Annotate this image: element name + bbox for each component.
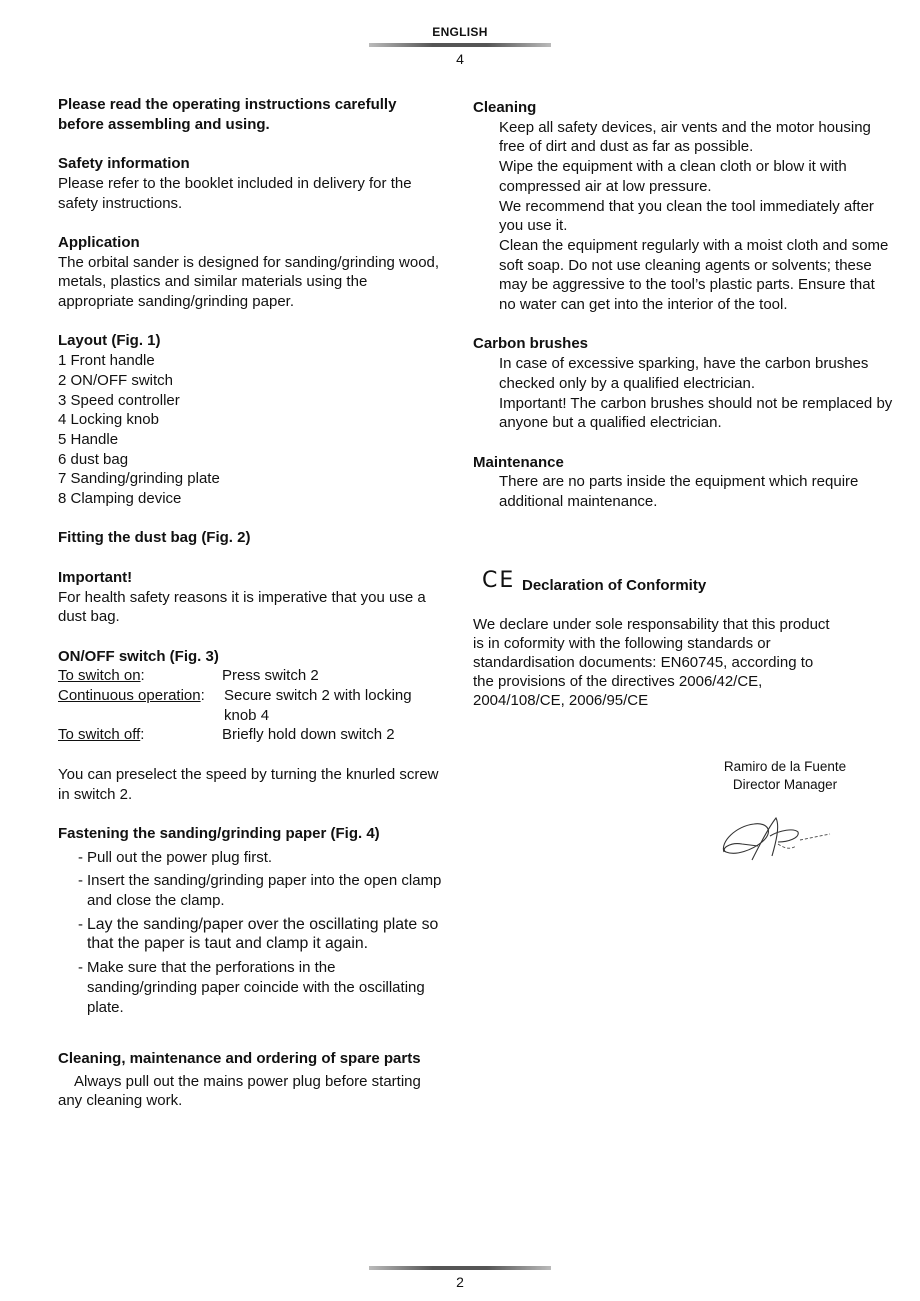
cleaning-maintenance-text: Always pull out the mains power plug before starting any cleaning work. (58, 1072, 421, 1110)
layout-item: 2 ON/OFF switch (58, 371, 174, 389)
signatory-role: Director Manager (732, 777, 838, 792)
declaration-line: the provisions of the directives 2006/42/CE, (473, 673, 763, 690)
onoff-value: Briefly hold down switch 2 (222, 726, 395, 744)
declaration-line: 2004/108/CE, 2006/95/CE (473, 692, 649, 709)
safety-text: Please refer to the booklet included in delivery for the safety instructions. (58, 174, 412, 212)
cleaning-para: Wipe the equipment with a clean cloth or blow it with compressed air at low pressure. (499, 158, 847, 195)
application-text: The orbital sander is designed for sanding/grinding wood, metals, plastics and similar materials using the appropriate sanding/grinding paper. (58, 253, 440, 310)
layout-item: 3 Speed controller (58, 391, 180, 409)
layout-item: 4 Locking knob (58, 411, 159, 429)
signatory-name: Ramiro de la Fuente (723, 759, 847, 774)
cleaning-para: Clean the equipment regularly with a moist cloth and some soft soap. Do not use cleaning agents or solvents; these may be aggressive to the tool’s plastic parts. Ensure that no water can get into the interior of the tool. (499, 236, 889, 314)
application-title: Application (58, 233, 140, 251)
signatory-block (690, 758, 880, 794)
declaration-line: is in coformity with the following standards or (473, 635, 771, 652)
safety-title: Safety information (58, 155, 190, 173)
layout-item: 7 Sanding/grinding plate (58, 470, 220, 488)
fastening-step: - Pull out the power plug first. (78, 848, 273, 866)
declaration-text (473, 615, 873, 710)
header-rule (369, 43, 551, 47)
left-column (58, 95, 443, 1111)
important-text: For health safety reasons it is imperative that you use a dust bag. (58, 588, 426, 626)
onoff-value: Press switch 2 (222, 667, 319, 685)
cleaning-maintenance-title: Cleaning, maintenance and ordering of spare parts (58, 1049, 421, 1067)
carbon-para: In case of excessive sparking, have the carbon brushes checked only by a qualified electrician. (499, 355, 869, 392)
page-number: 2 (456, 1274, 464, 1290)
onoff-key: Continuous operation (58, 687, 201, 704)
layout-item: 8 Clamping device (58, 490, 182, 508)
important-title: Important! (58, 568, 133, 586)
intro-text: Please read the operating instructions carefully before assembling and using. (58, 96, 397, 133)
maintenance-text: There are no parts inside the equipment which require additional maintenance. (499, 473, 859, 511)
maintenance-title: Maintenance (473, 453, 564, 471)
preselect-text: You can preselect the speed by turning the knurled screw in switch 2. (58, 765, 439, 803)
layout-title: Layout (Fig. 1) (58, 332, 161, 350)
cleaning-para: We recommend that you clean the tool immediately after you use it. (499, 197, 874, 235)
handwritten-signature (718, 812, 833, 864)
declaration-line: We declare under sole responsability that this product (473, 616, 830, 633)
cleaning-title: Cleaning (473, 99, 537, 116)
layout-item: 6 dust bag (58, 450, 129, 468)
dust-bag-title: Fitting the dust bag (Fig. 2) (58, 529, 251, 547)
language-header: ENGLISH (432, 25, 488, 39)
fastening-step: - Lay the sanding/paper over the oscillating plate so that the paper is taut and clamp it again. (78, 915, 439, 953)
onoff-value: Secure switch 2 with locking knob 4 (224, 687, 412, 724)
onoff-title: ON/OFF switch (Fig. 3) (58, 647, 219, 665)
onoff-row-switch-off: To switch off: Briefly hold down switch 2 (58, 725, 443, 745)
carbon-title: Carbon brushes (473, 335, 589, 353)
fastening-title: Fastening the sanding/grinding paper (Fig. 4) (58, 824, 380, 842)
onoff-key: To switch on (58, 667, 141, 685)
declaration-line: standardisation documents: EN60745, according to (473, 654, 814, 671)
declaration-title: Declaration of Conformity (522, 577, 707, 594)
onoff-key: To switch off (58, 726, 141, 744)
section-number: 4 (456, 51, 464, 67)
fastening-step: - Make sure that the perforations in the sanding/grinding paper coincide with the oscillating plate. (78, 959, 425, 1016)
onoff-row-continuous: Continuous operation: Secure switch 2 with locking knob 4 (58, 686, 443, 725)
right-column (473, 98, 893, 512)
onoff-row-switch-on: To switch on: Press switch 2 (58, 666, 443, 686)
layout-item: 1 Front handle (58, 352, 155, 370)
ce-mark-icon: CE (482, 568, 516, 593)
carbon-para: Important! The carbon brushes should not be remplaced by anyone but a qualified electrician. (499, 394, 893, 432)
cleaning-para: Keep all safety devices, air vents and the motor housing free of dirt and dust as far as possible. (499, 118, 871, 156)
layout-item: 5 Handle (58, 430, 119, 448)
fastening-step: - Insert the sanding/grinding paper into the open clamp and close the clamp. (78, 872, 442, 909)
footer-rule (369, 1266, 551, 1270)
